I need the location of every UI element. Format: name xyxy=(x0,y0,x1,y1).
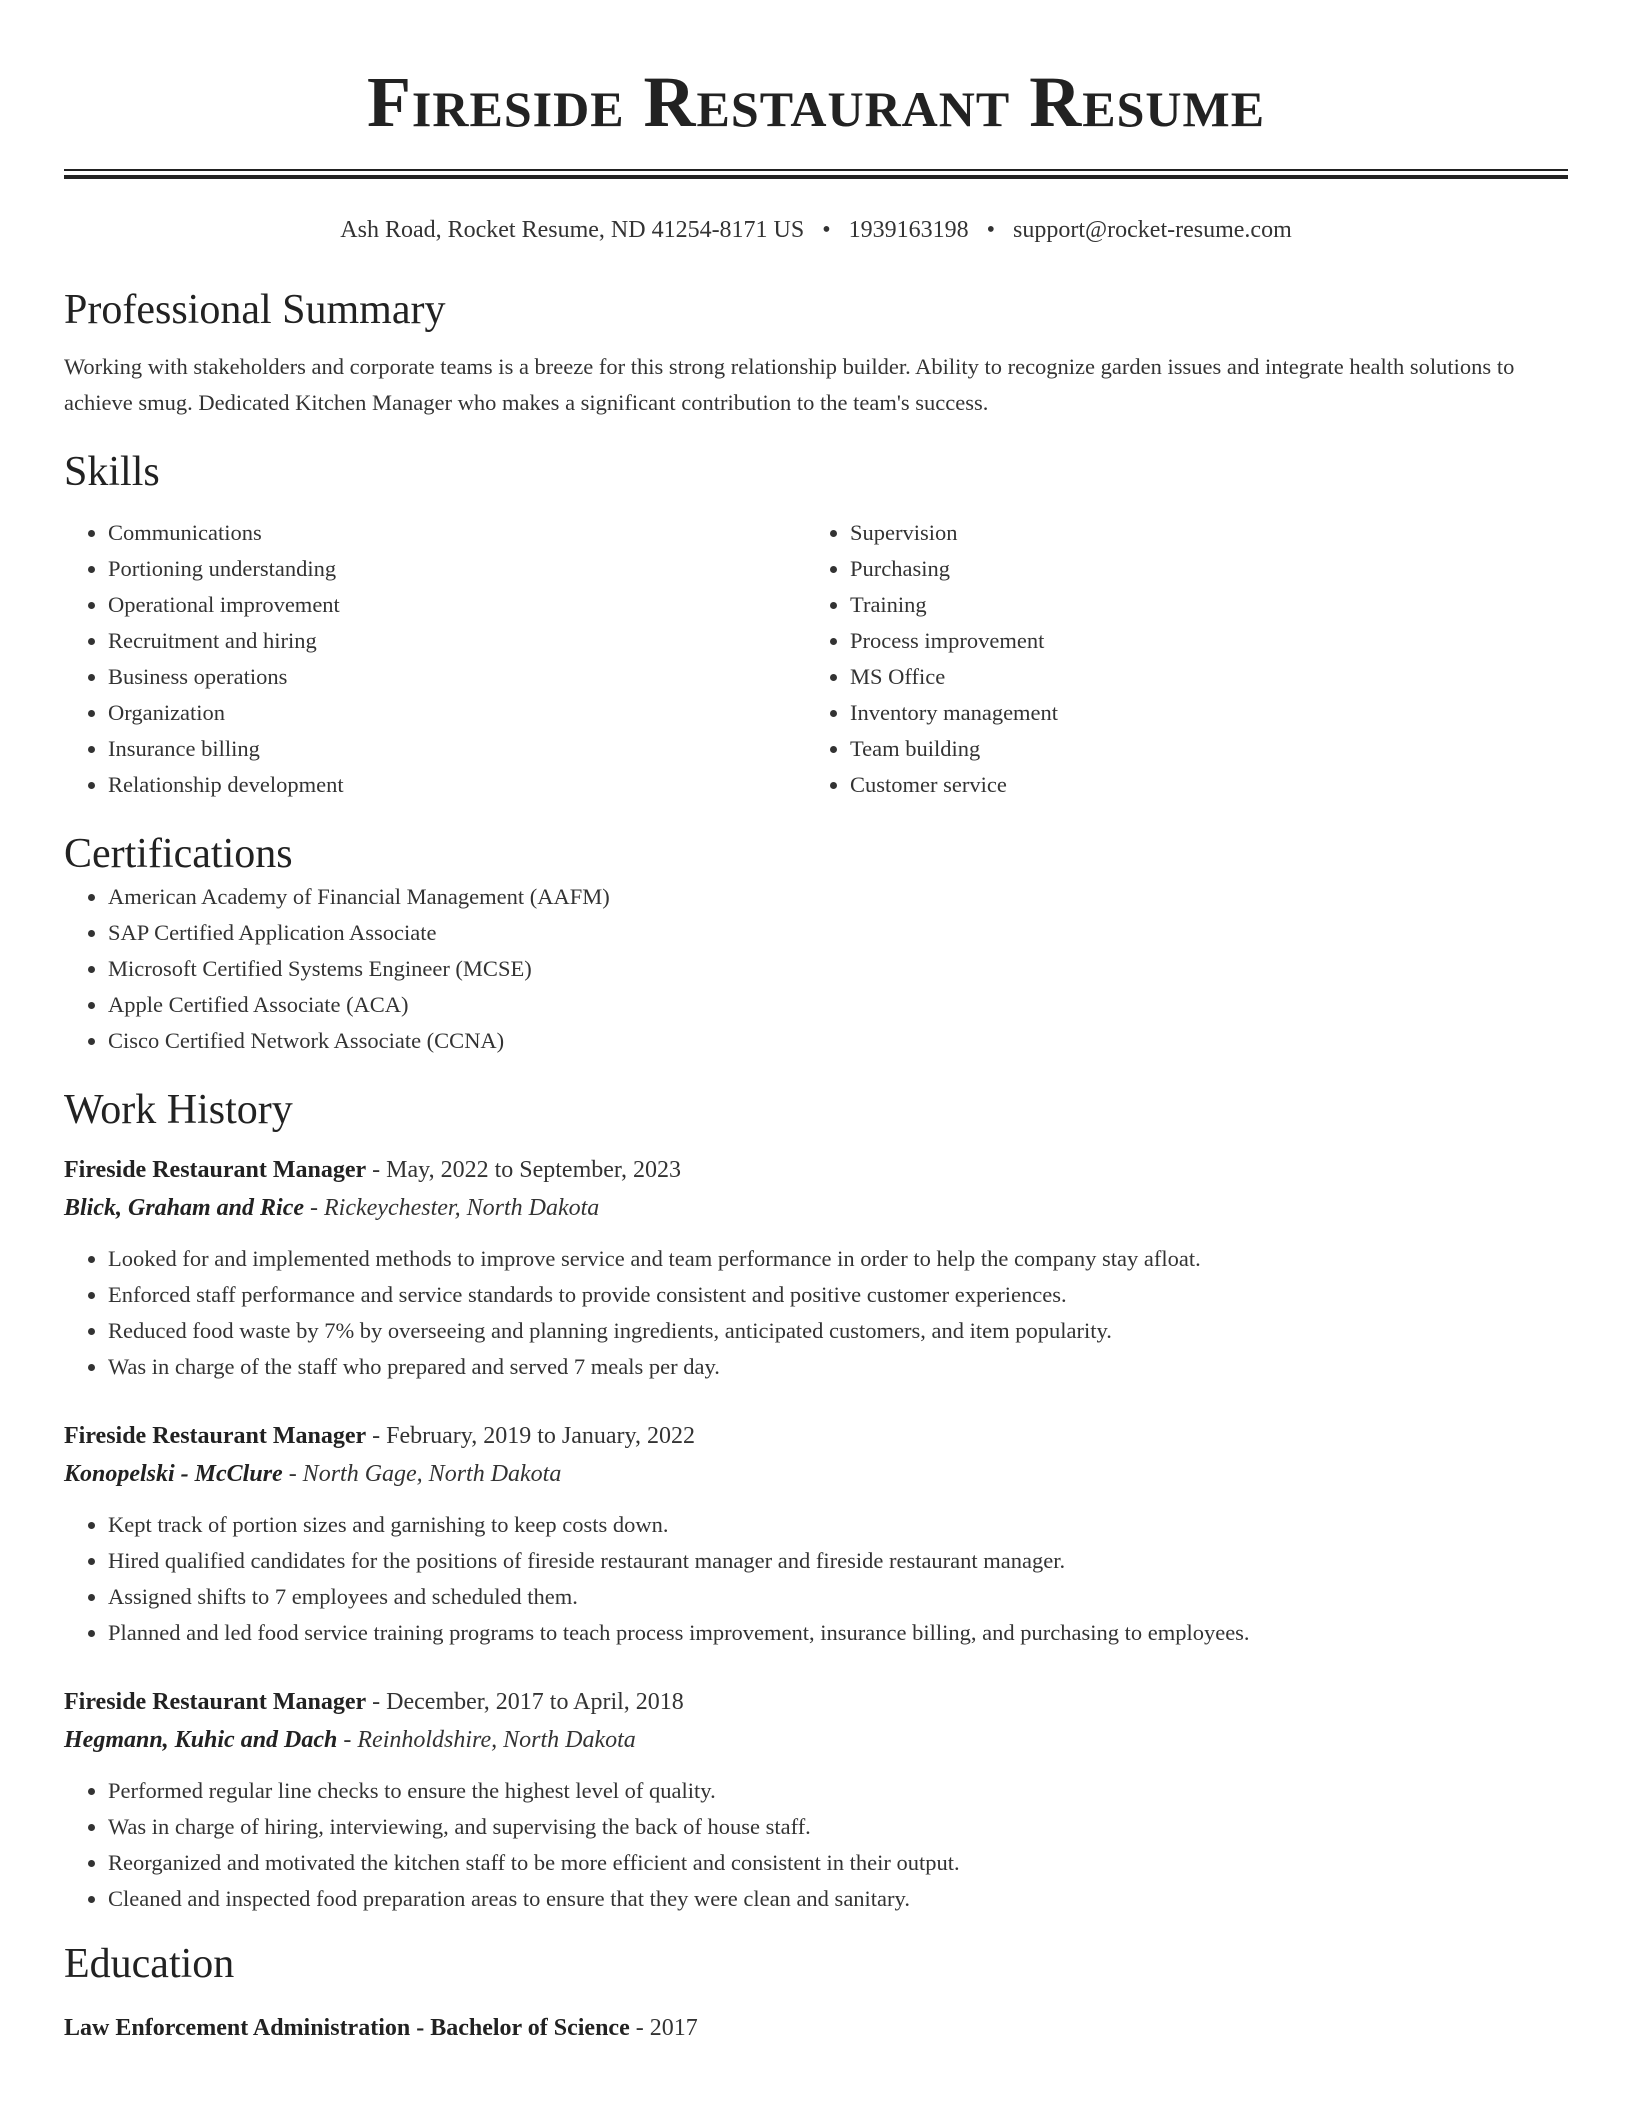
job-header xyxy=(64,1683,1568,1721)
job-location: - Reinholdshire, North Dakota xyxy=(337,1727,636,1753)
contact-email[interactable]: support@rocket-resume.com xyxy=(1013,217,1292,243)
skill-item: • Operational improvement xyxy=(108,587,806,623)
education-entry xyxy=(64,2009,1568,2047)
certification-item: • SAP Certified Application Associate xyxy=(108,915,1568,951)
skill-item: • Team building xyxy=(850,731,1548,767)
job-title: Fireside Restaurant Manager xyxy=(64,1423,367,1449)
job-location: - North Gage, North Dakota xyxy=(282,1461,562,1487)
skill-item: • Organization xyxy=(108,695,806,731)
education-degree: Law Enforcement Administration - Bachelor of Science xyxy=(64,2015,630,2041)
contact-separator: • xyxy=(986,217,996,243)
job-company: Blick, Graham and Rice xyxy=(64,1195,305,1221)
job-location: - Rickeychester, North Dakota xyxy=(304,1195,600,1221)
contact-phone: 1939163198 xyxy=(848,217,969,243)
job-employer xyxy=(64,1721,1568,1759)
job-bullet: • Assigned shifts to 7 employees and scheduled them. xyxy=(108,1579,1568,1615)
job-dates: - May, 2022 to September, 2023 xyxy=(366,1157,681,1183)
job-bullet: • Was in charge of hiring, interviewing, and supervising the back of house staff. xyxy=(108,1809,1568,1845)
job-bullet: • Hired qualified candidates for the positions of fireside restaurant manager and fireside restaurant manager. xyxy=(108,1543,1568,1579)
job-company: Konopelski - McClure xyxy=(64,1461,283,1487)
certification-item: • Cisco Certified Network Associate (CCNA) xyxy=(108,1023,1568,1059)
skill-item: • Purchasing xyxy=(850,551,1548,587)
job-bullet: • Reorganized and motivated the kitchen staff to be more efficient and consistent in their output. xyxy=(108,1845,1568,1881)
job-title: Fireside Restaurant Manager xyxy=(64,1157,367,1183)
certifications-list xyxy=(64,879,1568,1059)
contact-address: Ash Road, Rocket Resume, ND 41254-8171 US xyxy=(340,217,805,243)
skill-item: • Communications xyxy=(108,515,806,551)
education-heading: Education xyxy=(64,1941,235,1987)
job-employer xyxy=(64,1189,1568,1227)
skills-list-right xyxy=(806,515,1548,803)
job-title: Fireside Restaurant Manager xyxy=(64,1689,367,1715)
job-employer xyxy=(64,1455,1568,1493)
job-company: Hegmann, Kuhic and Dach xyxy=(64,1727,338,1753)
skills-heading: Skills xyxy=(64,449,160,495)
job-bullet: • Was in charge of the staff who prepared and served 7 meals per day. xyxy=(108,1349,1568,1385)
job-bullet: • Performed regular line checks to ensure the highest level of quality. xyxy=(108,1773,1568,1809)
job-dates: - February, 2019 to January, 2022 xyxy=(366,1423,695,1449)
skill-item: • Customer service xyxy=(850,767,1548,803)
skill-item: • Process improvement xyxy=(850,623,1548,659)
certifications-heading: Certifications xyxy=(64,831,293,877)
education-year: - 2017 xyxy=(629,2015,698,2041)
job-entry xyxy=(64,1683,1568,1917)
job-dates: - December, 2017 to April, 2018 xyxy=(366,1689,684,1715)
job-bullets xyxy=(64,1773,1568,1917)
skill-item: • Portioning understanding xyxy=(108,551,806,587)
job-bullet: • Looked for and implemented methods to improve service and team performance in order to help the company stay afloat. xyxy=(108,1241,1568,1277)
skills-list-left xyxy=(64,515,806,803)
job-header xyxy=(64,1417,1568,1455)
job-header xyxy=(64,1151,1568,1189)
work-history-heading: Work History xyxy=(64,1087,293,1133)
skill-item: • Recruitment and hiring xyxy=(108,623,806,659)
job-bullet: • Cleaned and inspected food preparation areas to ensure that they were clean and sanitary. xyxy=(108,1881,1568,1917)
skill-item: • Training xyxy=(850,587,1548,623)
job-bullet: • Reduced food waste by 7% by overseeing and planning ingredients, anticipated customers, and item popularity. xyxy=(108,1313,1568,1349)
job-bullet: • Kept track of portion sizes and garnishing to keep costs down. xyxy=(108,1507,1568,1543)
contact-separator: • xyxy=(822,217,831,243)
job-bullet: • Planned and led food service training programs to teach process improvement, insurance billing, and purchasing to employees. xyxy=(108,1615,1568,1651)
certification-item: • Apple Certified Associate (ACA) xyxy=(108,987,1568,1023)
job-bullets xyxy=(64,1241,1568,1385)
job-bullet: • Enforced staff performance and service standards to provide consistent and positive customer experiences. xyxy=(108,1277,1568,1313)
skills-grid xyxy=(64,515,1568,803)
skills-column-left xyxy=(64,515,806,803)
skills-column-right xyxy=(806,515,1548,803)
certification-item: • American Academy of Financial Management (AAFM) xyxy=(108,879,1568,915)
resume-title: Fireside Restaurant Resume xyxy=(366,62,1266,142)
skill-item: • Insurance billing xyxy=(108,731,806,767)
skill-item: • Relationship development xyxy=(108,767,806,803)
job-bullets xyxy=(64,1507,1568,1651)
title-divider xyxy=(64,169,1568,179)
skill-item: • Business operations xyxy=(108,659,806,695)
contact-line xyxy=(64,215,1568,245)
skill-item: • Supervision xyxy=(850,515,1548,551)
summary-text: Working with stakeholders and corporate teams is a breeze for this strong relationship builder. Ability to recognize garden issues and integrate health solutions to achieve smug. Dedicated Kitchen Manager who makes a significant contribution to the team's success. xyxy=(64,354,1515,415)
skill-item: • Inventory management xyxy=(850,695,1548,731)
skill-item: • MS Office xyxy=(850,659,1548,695)
resume-page xyxy=(64,0,1568,2047)
certification-item: • Microsoft Certified Systems Engineer (MCSE) xyxy=(108,951,1568,987)
job-entry xyxy=(64,1417,1568,1651)
summary-heading: Professional Summary xyxy=(64,287,446,333)
job-entry xyxy=(64,1151,1568,1385)
